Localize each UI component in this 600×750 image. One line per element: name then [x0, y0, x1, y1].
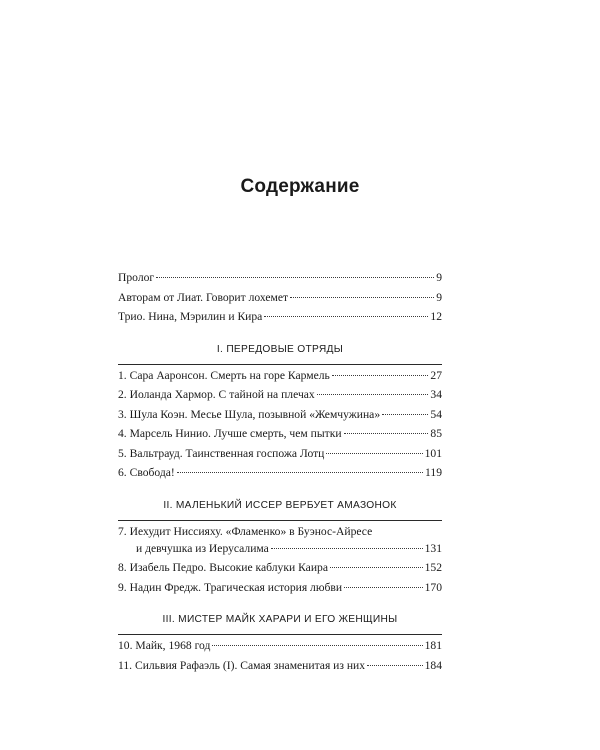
toc-entry-title: 11. Сильвия Рафаэль (I). Самая знаменитая из них	[118, 658, 366, 672]
toc-entry-to-authors[interactable]	[118, 291, 442, 311]
toc-entry-page: 27	[430, 368, 442, 382]
toc-entry-trio[interactable]	[118, 310, 442, 330]
toc-entry-title-continuation: и девчушка из Иерусалима	[136, 541, 269, 555]
toc-entry-title: 3. Шула Коэн. Месье Шула, позывной «Жемчужина»	[118, 407, 381, 421]
toc-entry-title: 6. Свобода!	[118, 466, 175, 479]
toc-entry-page: 85	[430, 427, 442, 440]
toc-entry-title: 7. Иехудит Ниссияху. «Фламенко» в Буэнос-Айресе	[118, 524, 373, 538]
section-divider	[118, 364, 442, 365]
page-title: Содержание	[240, 176, 360, 197]
dot-leader	[332, 375, 429, 376]
dot-leader	[264, 316, 428, 317]
dot-leader	[382, 414, 428, 415]
toc-entry-title: 9. Надин Фредж. Трагическая история любви	[118, 580, 343, 594]
toc-entry[interactable]	[118, 581, 442, 601]
section-heading-3: III. МИСТЕР МАЙК ХАРАРИ И ЕГО ЖЕНЩИНЫ	[162, 614, 398, 625]
table-of-contents	[118, 271, 442, 678]
toc-entry-page: 12	[430, 310, 442, 323]
toc-entry-page: 152	[424, 561, 442, 574]
toc-entry-title: 1. Сара Ааронсон. Смерть на горе Кармель	[118, 368, 330, 382]
toc-entry-page: 119	[425, 466, 442, 479]
toc-entry-page: 54	[430, 407, 442, 421]
toc-entry-page: 101	[424, 446, 442, 460]
section-divider	[118, 634, 442, 635]
toc-entry[interactable]	[118, 369, 442, 389]
toc-entry[interactable]	[118, 408, 442, 428]
toc-entry-continuation[interactable]	[118, 542, 442, 562]
dot-leader	[317, 394, 429, 395]
toc-entry[interactable]	[118, 388, 442, 408]
dot-leader	[344, 587, 423, 588]
toc-entry[interactable]	[118, 427, 442, 447]
toc-entry-title: 10. Майк, 1968 год	[118, 639, 211, 652]
toc-entry-page: 131	[424, 541, 442, 555]
toc-entry[interactable]	[118, 447, 442, 467]
toc-entry-page: 184	[424, 658, 442, 672]
toc-entry-page: 170	[424, 580, 442, 594]
toc-entry[interactable]	[118, 659, 442, 679]
toc-entry[interactable]	[118, 466, 442, 486]
toc-entry[interactable]	[118, 639, 442, 659]
dot-leader	[367, 665, 423, 666]
toc-entry-title: 2. Иоланда Хармор. С тайной на плечах	[118, 388, 315, 401]
toc-entry-title: Авторам от Лиат. Говорит лохемет	[118, 290, 289, 304]
toc-entry[interactable]	[118, 561, 442, 581]
toc-entry-page: 9	[436, 271, 442, 284]
toc-entry-page: 181	[424, 639, 442, 652]
toc-entry-title: Пролог	[118, 271, 155, 284]
dot-leader	[344, 433, 429, 434]
toc-entry-title: 4. Марсель Нинио. Лучше смерть, чем пытки	[118, 427, 342, 440]
toc-entry-title: 8. Изабель Педро. Высокие каблуки Каира	[118, 561, 328, 574]
toc-entry-page: 34	[430, 388, 442, 401]
dot-leader	[330, 567, 423, 568]
toc-entry-title: Трио. Нина, Мэрилин и Кира	[118, 310, 263, 323]
toc-entry[interactable]	[118, 525, 442, 542]
dot-leader	[177, 472, 423, 473]
dot-leader	[326, 453, 422, 454]
toc-entry-title: 5. Вальтрауд. Таинственная госпожа Лотц	[118, 446, 325, 460]
dot-leader	[290, 297, 434, 298]
dot-leader	[212, 645, 422, 646]
toc-entry-prologue[interactable]	[118, 271, 442, 291]
section-heading-1: I. ПЕРЕДОВЫЕ ОТРЯДЫ	[216, 343, 344, 355]
dot-leader	[156, 277, 434, 278]
section-heading-2: II. МАЛЕНЬКИЙ ИССЕР ВЕРБУЕТ АМАЗОНОК	[163, 499, 397, 511]
section-divider	[118, 520, 442, 521]
toc-entry-page: 9	[436, 290, 442, 304]
dot-leader	[271, 548, 423, 549]
